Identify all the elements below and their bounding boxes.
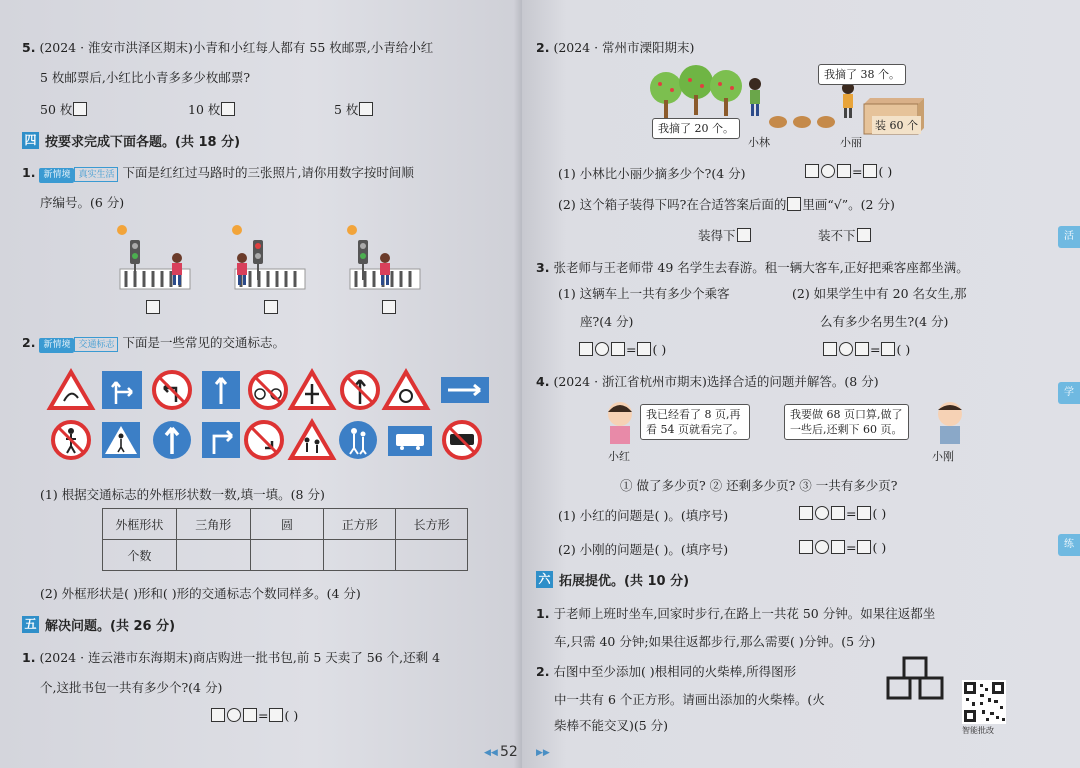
q5-option-b-box[interactable] — [221, 102, 235, 116]
roundabout-warning-sign-icon — [385, 372, 427, 408]
left-page — [0, 0, 522, 768]
apple-tree-icon — [710, 70, 742, 116]
r-q4-title: (2024 · 浙江省杭州市期末)选择合适的问题并解答。(8 分) — [553, 374, 879, 389]
q5-option-c-label: 5 枚 — [334, 102, 359, 117]
no-left-turn-sign-icon — [154, 372, 190, 408]
blue-square-straight-sign-icon — [202, 371, 240, 409]
crossing-photos — [110, 222, 440, 294]
p1-number: 1. — [22, 650, 36, 665]
traffic-signs-grid — [44, 368, 494, 464]
p1-line1 — [22, 648, 440, 666]
r-p2-text: 右图中至少添加( )根相同的火柴棒,所得图形 — [553, 664, 797, 679]
blue-rectangle-bus-sign-icon — [388, 426, 432, 456]
section-4-title: 按要求完成下面各题。(共 18 分) — [45, 135, 241, 150]
table-count-row — [103, 540, 468, 571]
table-header-rectangle: 长方形 — [396, 509, 468, 540]
r-q2-sub2-text: (2) 这个箱子装得下吗?在合适答案后面的 — [558, 197, 787, 212]
table-header-row — [103, 509, 468, 540]
q5-option-b-label: 10 枚 — [188, 102, 221, 117]
section-5-heading — [22, 615, 175, 634]
section-6-title: 拓展提优。(共 10 分) — [559, 574, 690, 589]
table-header-triangle: 三角形 — [176, 509, 250, 540]
photo-3 — [347, 225, 420, 289]
bubble-xiaogang: 我要做 68 页口算,做了 一些后,还剩下 60 页。 — [784, 404, 909, 440]
no-pedestrian-sign-icon — [53, 422, 89, 458]
r-q2-sub1: (1) 小林比小丽少摘多少个?(4 分) — [558, 166, 746, 181]
option-fit-box[interactable] — [737, 228, 751, 242]
option-no-fit-label: 装不下 — [818, 228, 856, 243]
q2-number: 2. — [22, 335, 36, 350]
section-5-number: 五 — [22, 616, 39, 633]
q2-tag-traffic-signs: 交通标志 — [74, 337, 118, 352]
photo-3-order-box[interactable] — [382, 300, 396, 314]
r-q2-number: 2. — [536, 40, 550, 55]
side-mark-2: 学 — [1058, 382, 1080, 404]
r-q2-sub2-text-b: 里画“√”。(2 分) — [802, 197, 895, 212]
qr-code-icon[interactable] — [962, 680, 1006, 724]
bubble-xiaolin: 我摘了 20 个。 — [652, 118, 740, 139]
r-q3-sub1a: (1) 这辆车上一共有多少个乘客 — [558, 286, 730, 301]
girl-xiaoli-icon — [842, 82, 854, 118]
r-q3-sub1b: 座?(4 分) — [580, 314, 634, 329]
section-4-number: 四 — [22, 132, 39, 149]
boy-xiaogang-icon — [930, 398, 970, 446]
blue-circle-straight-sign-icon — [153, 421, 191, 459]
right-page — [522, 0, 1080, 768]
table-header-circle: 圆 — [250, 509, 324, 540]
r-q3-number: 3. — [536, 260, 550, 275]
q2-text: 下面是一些常见的交通标志。 — [122, 335, 285, 350]
name-xiaoli: 小丽 — [840, 136, 862, 149]
option-no-fit[interactable] — [818, 226, 872, 244]
basket-icon — [769, 116, 835, 128]
no-straight-sign-icon — [342, 372, 378, 408]
table-row-label: 个数 — [103, 540, 177, 571]
r-q4-number: 4. — [536, 374, 550, 389]
page-number: 52 — [500, 744, 518, 760]
r-q3-sub1-equation[interactable]: = ( ) — [578, 342, 666, 357]
q5-line1 — [22, 38, 433, 56]
q2-sub1: (1) 根据交通标志的外框形状数一数,填一填。(8 分) — [40, 487, 325, 502]
option-fit-label: 装得下 — [698, 228, 736, 243]
q5-option-c[interactable] — [334, 100, 374, 118]
name-xiaolin: 小林 — [748, 136, 770, 149]
q2-tag-new-context: 新情境 — [39, 338, 74, 353]
photo-2 — [232, 225, 305, 289]
q1-line2: 序编号。(6 分) — [40, 195, 125, 210]
r-p1-text: 于老师上班时坐车,回家时步行,在路上一共花 50 分钟。如果往返都坐 — [553, 606, 936, 621]
name-xiaohong: 小红 — [608, 450, 630, 463]
r-q4-sub1: (1) 小红的问题是( )。(填序号) — [558, 508, 729, 523]
q1-tag-real-life: 真实生活 — [74, 167, 118, 182]
section-4-heading — [22, 131, 240, 150]
r-q3-sub2a: (2) 如果学生中有 20 名女生,那 — [792, 286, 967, 301]
r-p1-line1 — [536, 604, 935, 622]
q1-line1 — [22, 163, 414, 183]
r-q4-sub2: (2) 小刚的问题是( )。(填序号) — [558, 542, 729, 557]
side-mark-1: 活 — [1058, 226, 1080, 248]
r-q3-line1 — [536, 258, 969, 276]
crossroad-warning-sign-icon — [291, 372, 333, 408]
table-header-square: 正方形 — [324, 509, 396, 540]
table-cell-circle-count[interactable] — [250, 540, 324, 571]
r-q3-text: 张老师与王老师带 49 名学生去春游。租一辆大客车,正好把乘客座都坐满。 — [553, 260, 969, 275]
r-q2-line — [536, 38, 694, 56]
blue-square-right-turn-sign-icon — [202, 422, 240, 458]
q5-text: (2024 · 淮安市洪泽区期末)小青和小红每人都有 55 枚邮票,小青给小红 — [39, 40, 434, 55]
q5-option-c-box[interactable] — [359, 102, 373, 116]
q5-option-a-box[interactable] — [73, 102, 87, 116]
apple-tree-icon — [679, 65, 713, 115]
photo-1 — [117, 225, 190, 289]
q5-line2: 5 枚邮票后,小红比小青多多少枚邮票? — [40, 70, 251, 85]
shape-count-table — [102, 508, 468, 571]
r-q2-sub1-equation[interactable]: = ( ) — [804, 164, 892, 179]
q2-line1 — [22, 333, 285, 353]
p1-line2: 个,这批书包一共有多少个?(4 分) — [40, 680, 223, 695]
option-fit[interactable] — [698, 226, 752, 244]
r-q3-sub2b: 么有多少名男生?(4 分) — [820, 314, 949, 329]
side-mark-3: 练 — [1058, 534, 1080, 556]
bubble-xiaoli: 我摘了 38 个。 — [818, 64, 906, 85]
blue-square-turn-sign-icon — [102, 371, 142, 409]
q5-option-a[interactable] — [40, 100, 88, 118]
table-cell-square-count[interactable] — [324, 540, 396, 571]
girl-xiaohong-icon — [600, 398, 640, 446]
no-turn-sign-icon — [246, 422, 282, 458]
name-xiaogang: 小刚 — [932, 450, 954, 463]
r-q3-sub2-equation[interactable]: = ( ) — [822, 342, 910, 357]
box-capacity-label: 装 60 个 — [872, 116, 921, 134]
blue-rectangle-arrow-sign-icon — [441, 377, 489, 403]
table-cell-triangle-count[interactable] — [176, 540, 250, 571]
children-warning-sign-icon — [291, 422, 333, 458]
q5-option-b[interactable] — [188, 100, 236, 118]
p1-equation[interactable]: = ( ) — [210, 708, 298, 723]
no-bicycle-sign-icon — [250, 372, 286, 408]
matchstick-figure[interactable] — [884, 654, 954, 704]
r-p1-line2: 车,只需 40 分钟;如果往返都步行,那么需要( )分钟。(5 分) — [554, 634, 876, 649]
r-p2-line1 — [536, 662, 796, 680]
r-p2-line3: 柴棒不能交叉)(5 分) — [554, 718, 669, 733]
photo-1-order-box[interactable] — [146, 300, 160, 314]
table-cell-rectangle-count[interactable] — [396, 540, 468, 571]
q5-number: 5. — [22, 40, 36, 55]
apple-tree-icon — [650, 72, 682, 118]
r-q4-sub1-equation[interactable]: = ( ) — [798, 506, 886, 521]
r-p2-line2: 中一共有 6 个正方形。请画出添加的火柴棒。(火 — [554, 692, 825, 707]
section-6-heading — [536, 570, 689, 589]
section-6-number: 六 — [536, 571, 553, 588]
section-5-title: 解决问题。(共 26 分) — [45, 619, 176, 634]
photo-2-order-box[interactable] — [264, 300, 278, 314]
q1-number: 1. — [22, 165, 36, 180]
r-q4-line1 — [536, 372, 879, 390]
boy-xiaolin-icon — [749, 78, 761, 116]
option-no-fit-box[interactable] — [857, 228, 871, 242]
r-q2-title: (2024 · 常州市溧阳期末) — [553, 40, 695, 55]
r-p2-number: 2. — [536, 664, 550, 679]
q1-text: 下面是红红过马路时的三张照片,请你用数字按时间顺 — [122, 165, 414, 180]
triangle-sign-icon — [50, 372, 92, 408]
q5-option-a-label: 50 枚 — [40, 102, 73, 117]
r-q4-options: ① 做了多少页? ② 还剩多少页? ③ 一共有多少页? — [620, 478, 898, 493]
prev-page-icon[interactable]: ◀◀ — [484, 748, 498, 758]
q2-sub2: (2) 外框形状是( )形和( )形的交通标志个数同样多。(4 分) — [40, 586, 361, 601]
table-header-shape: 外框形状 — [103, 509, 177, 540]
r-q4-sub2-equation[interactable]: = ( ) — [798, 540, 886, 555]
r-q2-sub2 — [558, 195, 895, 213]
pedestrian-crossing-blue-sign-icon — [102, 422, 140, 458]
blue-circle-pedestrian-sign-icon — [339, 421, 377, 459]
r-p1-number: 1. — [536, 606, 550, 621]
next-page-icon[interactable]: ▶▶ — [536, 748, 550, 758]
qr-label: 智能批改 — [962, 726, 994, 735]
p1-text: (2024 · 连云港市东海期末)商店购进一批书包,前 5 天卖了 56 个,还剩 4 — [39, 650, 441, 665]
q1-tag-new-context: 新情境 — [39, 168, 74, 183]
no-bus-sign-icon — [444, 422, 480, 458]
bubble-xiaohong: 我已经看了 8 页,再 看 54 页就看完了。 — [640, 404, 750, 440]
